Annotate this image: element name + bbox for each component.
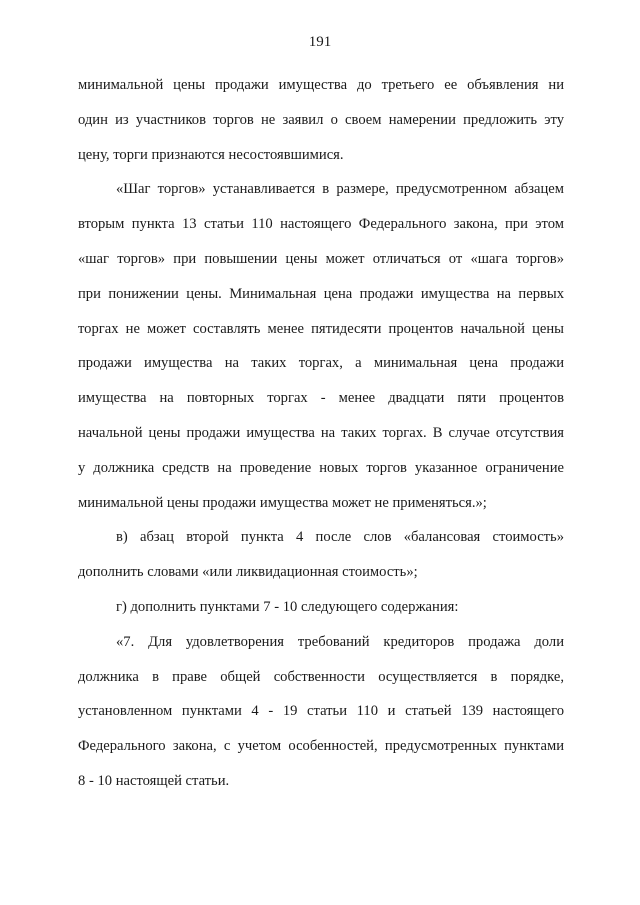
paragraph-line: дополнить словами «или ликвидационная стоимость»;	[78, 564, 418, 581]
paragraph-line: «Шаг торгов» устанавливается в размере, предусмотренном абзацем	[116, 181, 564, 198]
paragraph-line: в) абзац второй пункта 4 после слов «балансовая стоимость»	[116, 529, 564, 546]
paragraph-line: «7. Для удовлетворения требований кредиторов продажа доли	[116, 633, 564, 650]
paragraph-line: минимальной цены продажи имущества до третьего ее объявления ни	[78, 77, 564, 93]
paragraph-line: должника в праве общей собственности осуществляется в порядке,	[78, 668, 564, 685]
paragraph-line: цену, торги признаются несостоявшимися.	[78, 146, 344, 163]
paragraph-line: установленном пунктами 4 - 19 статьи 110 и статьей 139 настоящего	[78, 703, 564, 720]
paragraph-line: минимальной цены продажи имущества может не применяться.»;	[78, 494, 487, 511]
document-body	[78, 68, 564, 799]
paragraph-5	[78, 625, 564, 799]
paragraph-4	[78, 590, 564, 625]
paragraph-line: продажи имущества на таких торгах, а минимальная цена продажи	[78, 355, 564, 372]
paragraph-line: «шаг торгов» при повышении цены может отличаться от «шага торгов»	[78, 250, 564, 267]
paragraph-line: при понижении цены. Минимальная цена продажи имущества на первых	[78, 285, 564, 302]
page-number: 191	[308, 34, 332, 50]
paragraph-line: г) дополнить пунктами 7 - 10 следующего содержания:	[116, 598, 459, 615]
paragraph-line: 8 - 10 настоящей статьи.	[78, 772, 230, 789]
paragraph-line: у должника средств на проведение новых торгов указанное ограничение	[78, 459, 564, 476]
paragraph-line: торгах не может составлять менее пятидесяти процентов начальной цены	[78, 320, 564, 337]
paragraph-line: один из участников торгов не заявил о своем намерении предложить эту	[78, 111, 564, 128]
paragraph-line: вторым пункта 13 статьи 110 настоящего Федерального закона, при этом	[78, 216, 564, 233]
paragraph-line: Федерального закона, с учетом особенностей, предусмотренных пунктами	[78, 738, 564, 755]
paragraph-3	[78, 520, 564, 590]
paragraph-2	[78, 172, 564, 520]
paragraph-line: имущества на повторных торгах - менее двадцати пяти процентов	[78, 390, 564, 407]
paragraph-line: начальной цены продажи имущества на таких торгах. В случае отсутствия	[78, 424, 564, 441]
paragraph-1	[78, 68, 564, 172]
